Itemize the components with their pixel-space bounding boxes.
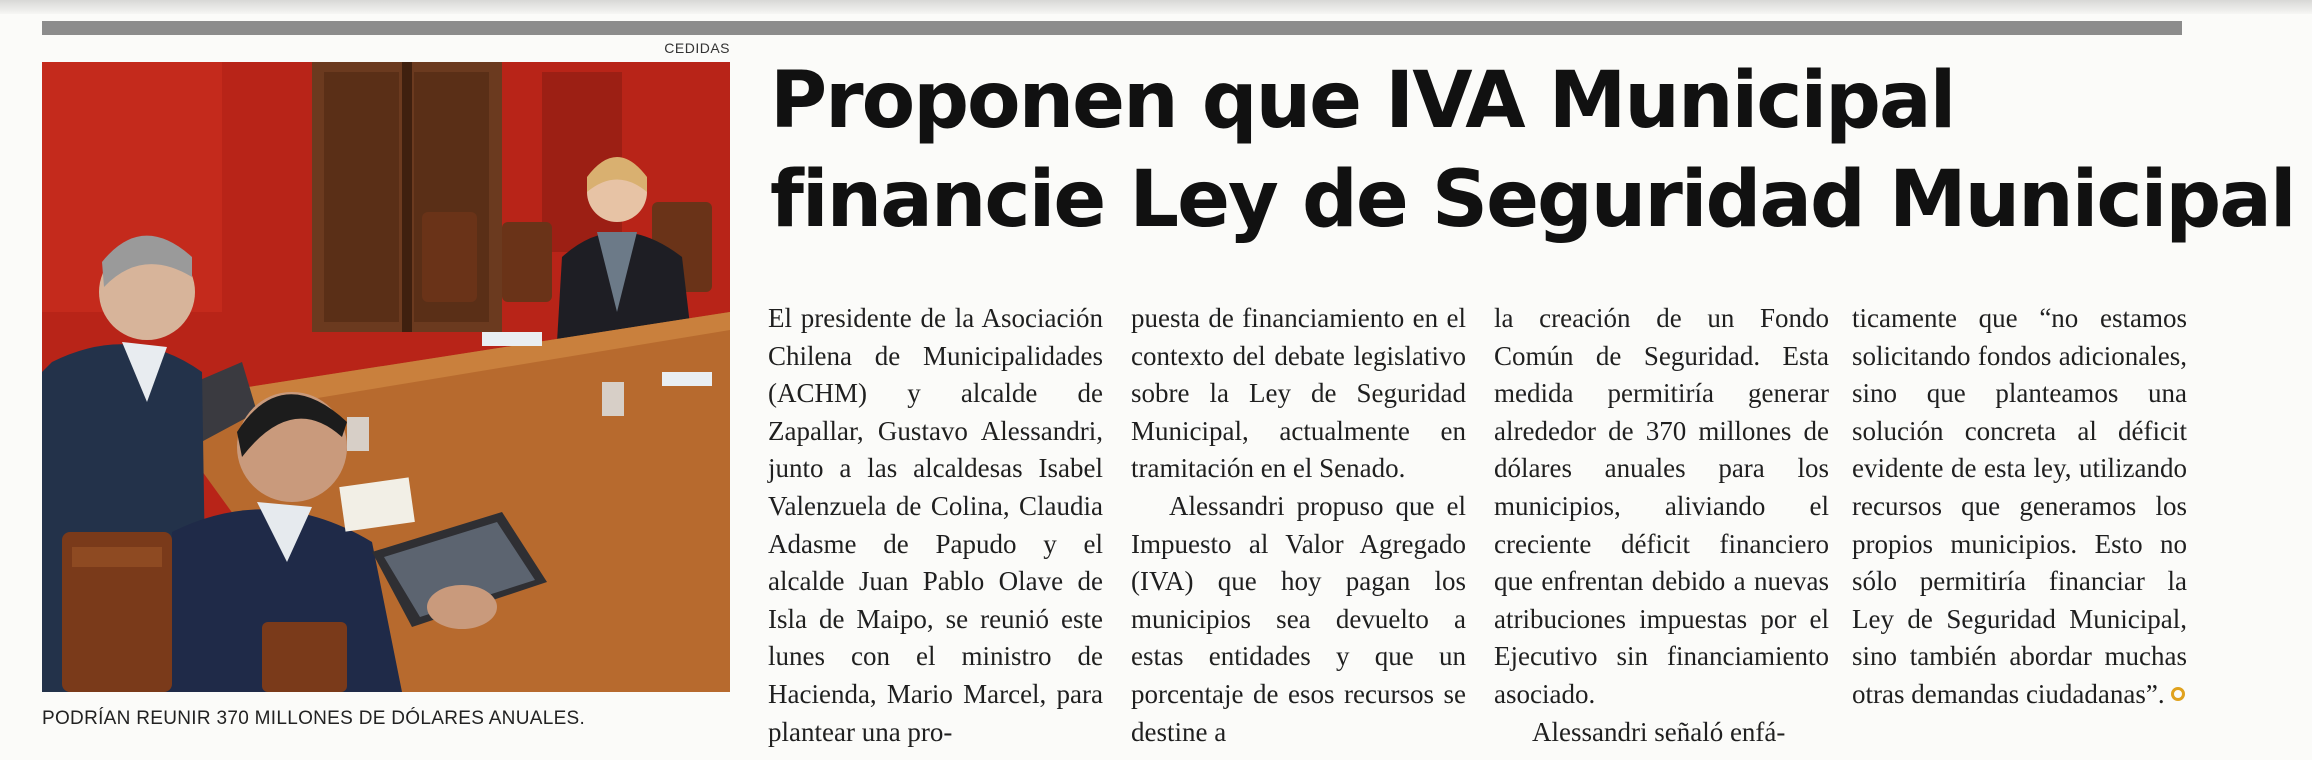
body-column-2 [1131,300,1466,760]
body-paragraph: El presidente de la Asociación Chilena de Municipalidades (ACHM) y alcalde de Zapallar, Gustavo Alessandri, junto a las alcaldesas Isabel Valenzuela de Colina, Claudia Adasme de Papudo y el alcalde Juan Pablo Olave de Isla de Maipo, se reunió este lunes con el ministro de Hacienda, Mario Marcel, para plantear una pro- [768,303,1103,747]
body-paragraph-text: ticamente que “no estamos solicitando fondos adicionales, sino que planteamos una solución concreta al déficit evidente de esta ley, utilizando recursos que generamos los propios municipios. Esto no sólo permitiría financiar la Ley de Seguridad Municipal, sino también abordar muchas otras demandas ciudadanas”. [1852,303,2187,709]
previous-article-strip [0,0,2312,14]
section-rule [42,21,2182,35]
headline-line-2: financie Ley de Seguridad Municipal [770,155,2295,245]
body-paragraph: la creación de un Fondo Común de Seguridad. Esta medida permitiría generar alrededor de 370 millones de dólares anuales para los municipios, aliviando el creciente déficit financiero que enfrentan debido a nuevas atribuciones impuestas por el Ejecutivo sin financiamiento asociado. [1494,303,1829,709]
article-headline [770,52,2300,250]
body-column-1 [768,300,1103,760]
body-paragraph: Alessandri señaló enfá- [1532,716,1786,747]
body-column-4 [1852,300,2187,760]
body-paragraph: puesta de financiamiento en el contexto del debate legislativo sobre la Ley de Seguridad Municipal, actualmente en tramitación en el Senado. [1131,303,1466,484]
body-paragraph: Alessandri propuso que el Impuesto al Valor Agregado (IVA) que hoy pagan los municipios sea devuelto a estas entidades y que un porcentaje de esos recursos se destine a [1131,490,1466,747]
photo-caption: PODRÍAN REUNIR 370 MILLONES DE DÓLARES ANUALES. [42,708,586,729]
article-photo [42,62,730,692]
photo-credit: CEDIDAS [664,40,730,56]
body-column-3 [1494,300,1829,760]
headline-line-1: Proponen que IVA Municipal [770,56,1955,146]
meeting-scene-illustration [42,62,730,692]
body-paragraph-last [1852,300,2187,714]
end-of-article-icon [2171,687,2185,701]
